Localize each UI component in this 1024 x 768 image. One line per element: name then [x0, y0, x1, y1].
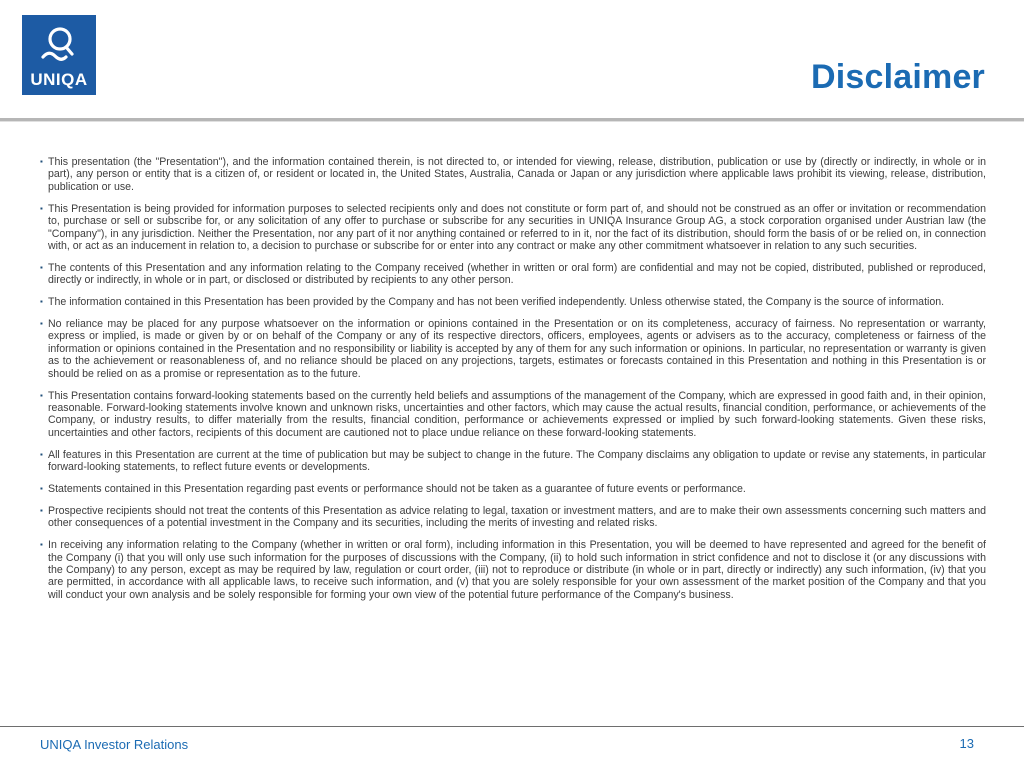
bullet-square-icon: ▪	[40, 449, 43, 459]
disclaimer-paragraph: ▪ Statements contained in this Presentation regarding past events or performance should not be taken as a guarantee of future events or performance.	[40, 483, 746, 496]
bullet-square-icon: ▪	[40, 390, 43, 400]
disclaimer-paragraph: ▪ In receiving any information relating to the Company (whether in written or oral form), including information in this Presentation, you will be deemed to have represented and agreed for the benefit of the Company (i) that you will only use such information for the purposes of discussions with the Company, (ii) to hold such information in strict confidence and not to disclose it (or any discussions with the Company) to any person, except as may be required by law, regulation or court order, (iii) not to reproduce or distribute (in whole or in part, directly or indirectly) any such information, (iv) that you are permitted, in accordance with all applicable laws, to receive such information, and (v) that you are solely responsible for your own assessment of the market position of the Company and that you will conduct your own analysis and be solely responsible for forming your own view of the potential future performance of the Company's business.	[40, 539, 986, 601]
disclaimer-paragraph: ▪ Prospective recipients should not treat the contents of this Presentation as advice relating to legal, taxation or investment matters, and are to make their own assessments concerning such matters and other consequences of a potential investment in the Company and its securities, including the merits of investing and related risks.	[40, 504, 986, 530]
disclaimer-paragraph: ▪ This Presentation is being provided for information purposes to selected recipients only and does not constitute or form part of, and should not be construed as an offer or invitation or recommendation to, purchase or sell or subscribe for, or any solicitation of any offer to purchase or subscribe for any securities in UNIQA Insurance Group AG, a stock corporation organised under Austrian law (the "Company"), in any jurisdiction. Neither the Presentation, nor any part of it nor anything contained or referred to in it, nor the fact of its distribution, should form the basis of or be relied on, in connection with, or act as an inducement in relation to, a decision to purchase or subscribe for or enter into any contract or make any other commitment whatsoever in relation to any such securities.	[40, 202, 986, 252]
footer-left-text: UNIQA Investor Relations	[40, 737, 189, 752]
header-divider	[0, 118, 1024, 122]
logo-text: UNIQA	[30, 70, 88, 89]
bullet-square-icon: ▪	[40, 484, 43, 494]
footer-divider	[0, 726, 1024, 727]
disclaimer-paragraph: ▪ The information contained in this Presentation has been provided by the Company and has not been verified independently. Unless otherwise stated, the Company is the source of information.	[40, 296, 945, 309]
disclaimer-paragraph: ▪ This Presentation contains forward-looking statements based on the currently held beliefs and assumptions of the management of the Company, which are expressed in good faith and, in their opinion, reasonable. Forward-looking statements involve known and unknown risks, uncertainties and other factors, which may cause the actual results, financial condition, performance, or achievements of the Company, or industry results, to differ materially from the results, financial condition, performance or achievements expressed or implied by such forward-looking statements. Given these risks, uncertainties and other factors, recipients of this document are cautioned not to place undue reliance on these forward-looking statements.	[40, 389, 986, 439]
bullet-square-icon: ▪	[40, 319, 43, 329]
uniqa-logo	[22, 15, 96, 95]
bullet-square-icon: ▪	[40, 505, 43, 515]
disclaimer-paragraph: ▪ This presentation (the "Presentation"), and the information contained therein, is not directed to, or intended for viewing, release, distribution, publication or use by (directly or indirectly, in whole or in part), any person or entity that is a citizen of, or resident or located in, the United States, Australia, Canada or Japan or any jurisdiction where applicable laws prohibit its viewing, release, distribution, publication or use.	[40, 156, 986, 193]
disclaimer-paragraph: ▪ All features in this Presentation are current at the time of publication but may be subject to change in the future. The Company disclaims any obligation to update or revise any statements, in particular forward-looking statements, to reflect future events or developments.	[40, 448, 986, 474]
disclaimer-paragraph: ▪ The contents of this Presentation and any information relating to the Company received (whether in written or oral form) are confidential and may not be copied, distributed, published or reproduced, directly or indirectly, in whole or in part, or disclosed or distributed by recipients to any other person.	[40, 261, 986, 287]
logo-umbrella-q-icon	[33, 23, 85, 69]
bullet-square-icon: ▪	[40, 157, 43, 166]
page-number: 13	[959, 736, 974, 751]
disclaimer-body	[40, 156, 986, 611]
bullet-square-icon: ▪	[40, 297, 43, 307]
disclaimer-paragraph: ▪ No reliance may be placed for any purpose whatsoever on the information or opinions contained in the Presentation or on its completeness, accuracy of fairness. No representation or warranty, express or implied, is made or given by or on behalf of the Company or any of its respective directors, officers, employees, agents or advisers as to the accuracy, completeness or fairness of the information or opinions contained in the Presentation and no responsibility or liability is accepted by any of them for any such information or opinions. In particular, no representation or warranty is given as to the achievement or reasonableness of, and no reliance should be placed on any projections, targets, estimates or forecasts contained in this Presentation and nothing in this Presentation is or should be relied on as a promise or representation as to the future.	[40, 318, 986, 380]
bullet-square-icon: ▪	[40, 203, 43, 213]
bullet-square-icon: ▪	[40, 262, 43, 272]
page-title: Disclaimer	[811, 58, 985, 96]
bullet-square-icon: ▪	[40, 540, 43, 550]
